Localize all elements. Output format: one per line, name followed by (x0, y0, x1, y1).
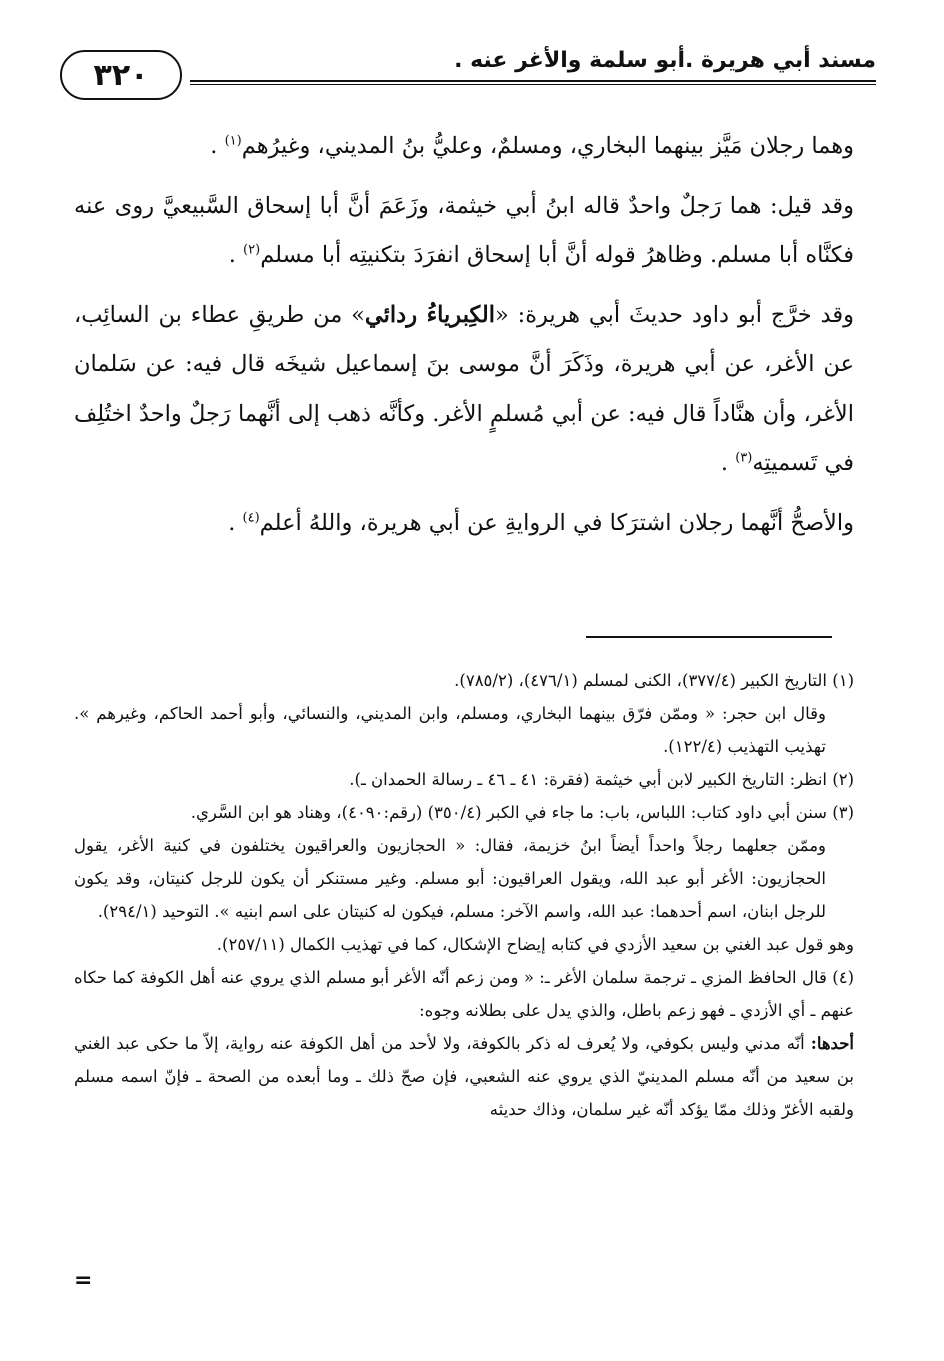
footnote-3: (٣) سنن أبي داود كتاب: اللباس، باب: ما جاء في الكبر (٣٥٠/٤) (رقم:٤٠٩٠)، وهناد هو ابن السَّري. (190, 803, 854, 822)
footnote-4: (٤) قال الحافظ المزي ـ ترجمة سلمان الأغر ـ: « ومن زعم أنّه الأغر أبو مسلم الذي يروي عنه أهل الكوفة كما حكاه عنهم ـ أي الأزدي ـ فهو زعم باطل، والذي يدل على بطلانه وجوه: (74, 968, 854, 1020)
footnote-2: (٢) انظر: التاريخ الكبير لابن أبي خيثمة (فقرة: ٤١ ـ ٤٦ ـ رسالة الحمدان ـ). (349, 770, 854, 789)
footnote-3-continued: وممّن جعلهما رجلاً واحداً أيضاً ابنُ خزيمة، فقال: « الحجازيون والعراقيون يختلفون في كنية الأغر، يقول الحجازيون: الأغر أبو عبد الله، ويقول العراقيون: أبو مسلم. وغير مستنكر أن يكون للرجل كنيتان، وقد يكون للرجل ابنان، اسم أحدهما: عبد الله، واسم الآخر: مسلم، فيكون له كنيتان على اسم ابنيه ». التوحيد (٢٩٤/١). (74, 836, 826, 921)
paragraph-1-end: . (210, 133, 225, 159)
paragraph-3-text-b: » من طريقِ عطاء بن السائِب، عن الأغر، عن أبي هريرة، وذَكَرَ أنَّ موسى بنَ إسماعيل شيخَه قال فيه: عن سَلمان الأغر، وأن هنَّاداً قال فيه: عن أبي مُسلمٍ الأغر. وكأنَّه ذهب إلى أنَّهما رَجلٌ واحدٌ اختُلِف في تَسميتِه (74, 301, 854, 476)
footnote-ref-1: (١) (224, 133, 242, 149)
footnote-1: (١) التاريخ الكبير (٣٧٧/٤)، الكنى لمسلم (٤٧٦/١)، (٧٨٥/٢). (454, 671, 854, 690)
paragraph-2-text: وقد قيل: هما رَجلٌ واحدٌ قاله ابنُ أبي خيثمة، وزَعَمَ أنَّ أبا إسحاق السَّبيعيَّ روى عنه فكنَّاه أبا مسلم. وظاهرُ قوله أنَّ أبا إسحاق انفرَدَ بتكنيتِه أبا مسلم (74, 192, 854, 268)
header-rule (190, 80, 876, 82)
page-number: ٣٢٠ (93, 57, 149, 93)
paragraph-1 (74, 122, 854, 172)
footnote-4-point-1-label: أحدها: (810, 1034, 854, 1053)
hadith-quote: الكِبرياءُ ردائي (364, 301, 496, 328)
footnote-3-continued-2: وهو قول عبد الغني بن سعيد الأزدي في كتابه إيضاح الإشكال، كما في تهذيب الكمال (٢٥٧/١١). (216, 935, 854, 954)
paragraph-4-text: والأصحُّ أنَّهما رجلان اشترَكا في الروايةِ عن أبي هريرة، واللهُ أعلم (259, 509, 854, 536)
footnote-separator (586, 636, 832, 638)
footnote-ref-4: (٤) (242, 510, 260, 525)
footnote-ref-2: (٢) (243, 242, 261, 258)
paragraph-3-end: . (720, 450, 736, 476)
page-header (52, 38, 876, 100)
footnote-4-point-1 (74, 1027, 854, 1126)
footnote-ref-3: (٣) (735, 450, 753, 466)
paragraph-4-end: . (228, 509, 243, 536)
main-text (74, 122, 854, 558)
footnotes (74, 664, 854, 1126)
continuation-mark: = (74, 1268, 93, 1293)
paragraph-3-text-a: وقد خرَّج أبو داود حديثَ أبي هريرة: « (495, 301, 854, 328)
paragraph-2-end: . (228, 242, 244, 268)
paragraph-3 (74, 291, 854, 489)
header-rule-thin (190, 84, 876, 85)
paragraph-4 (74, 499, 854, 549)
running-title: مسند أبي هريرة .أبو سلمة والأغر عنه . (454, 48, 876, 73)
footnote-4-point-1-text: أنّه مدني وليس بكوفي، ولا يُعرف له ذكر بالكوفة، ولا لأحد من أهل الكوفة عنه رواية، إلاّ ما حكى عبد الغني بن سعيد من أنّه مسلم المدينيّ الذي يروي عنه الشعبي، فإن صحّ ذلك ـ وما أبعده من الصحة ـ فإنّ اسمه مسلم ولقبه الأغرّ وذلك ممّا يؤكد أنّه غير سلمان، وذاك حديثه (74, 1034, 854, 1119)
page-number-box (60, 50, 182, 100)
footnote-1-continued: وقال ابن حجر: « وممّن فرّق بينهما البخاري، ومسلم، وابن المديني، والنسائي، وأبو أحمد الحاكم، وغيرهم ». تهذيب التهذيب (١٢٢/٤). (74, 704, 826, 756)
paragraph-1-text: وهما رجلان مَيَّز بينهما البخاري، ومسلمٌ، وعليُّ بنُ المديني، وغيرُهم (241, 133, 854, 159)
paragraph-2 (74, 182, 854, 281)
